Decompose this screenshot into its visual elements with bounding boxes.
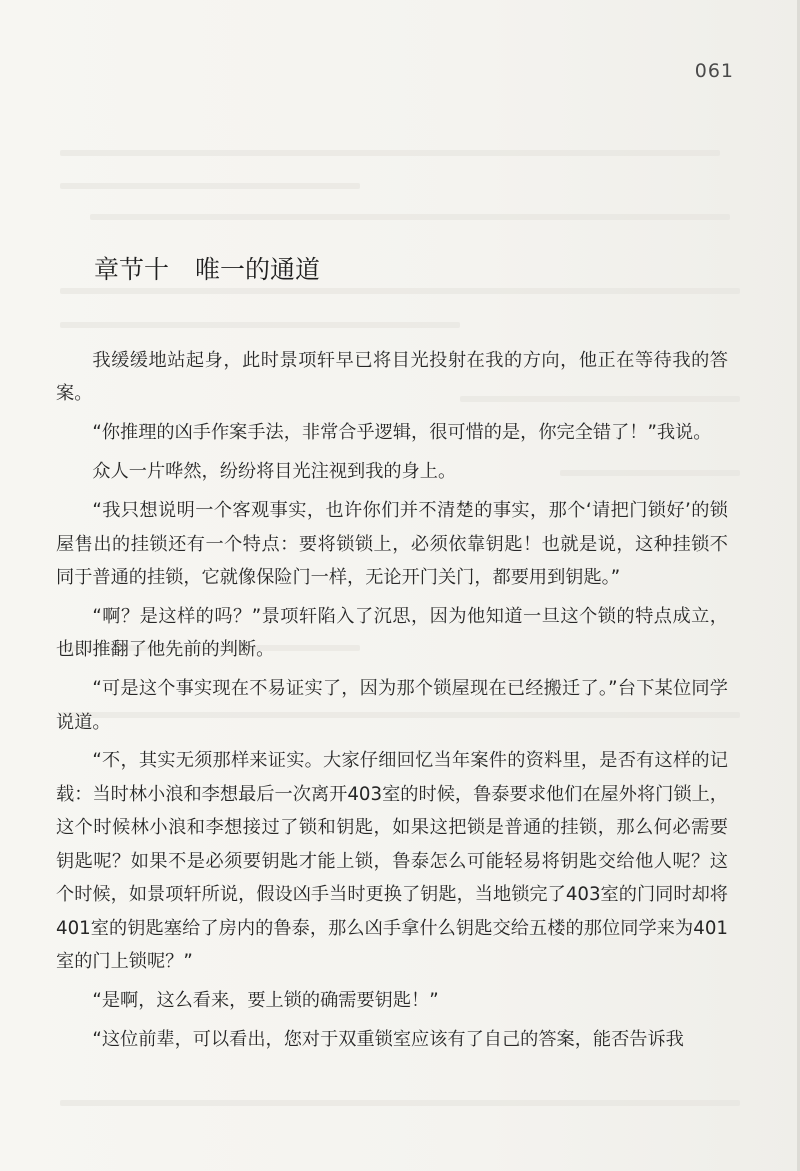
paragraph: “是啊，这么看来，要上锁的确需要钥匙！” [92,989,439,1011]
paragraph: “啊？是这样的吗？”景项轩陷入了沉思，因为他知道一旦这个锁的特点成立，也即推翻了他先前的判断。 [56,605,728,661]
paragraph: “你推理的凶手作案手法，非常合乎逻辑，很可惜的是，你完全错了！”我说。 [92,422,712,444]
paragraph: “不，其实无须那样来证实。大家仔细回忆当年案件的资料里，是否有这样的记载：当时林小浪和李想最后一次离开403室的时候，鲁泰要求他们在屋外将门锁上，这个时候林小浪和李想接过了锁和钥匙，如果这把锁是普通的挂锁，那么何必需要钥匙呢？如果不是必须要钥匙才能上锁，鲁泰怎么可能轻易将钥匙交给他人呢？这个时候，如景项轩所说，假设凶手当时更换了钥匙，当地锁完了403室的门同时却将401室的钥匙塞给了房内的鲁泰，那么凶手拿什么钥匙交给五楼的那位同学来为401室的门上锁呢？” [56,750,728,972]
paragraph: 众人一片哗然，纷纷将目光注视到我的身上。 [92,461,457,483]
body-text [56,344,728,1056]
paragraph: “可是这个事实现在不易证实了，因为那个锁屋现在已经搬迁了。”台下某位同学说道。 [56,678,728,733]
show-through-line [60,288,740,294]
chapter-title: 唯一的通道 [195,255,321,284]
show-through-line [60,322,460,328]
show-through-line [60,1100,740,1106]
show-through-line [60,183,360,189]
show-through-line [90,214,730,220]
paragraph: “这位前辈，可以看出，您对于双重锁室应该有了自己的答案，能否告诉我 [92,1028,684,1050]
paragraph: “我只想说明一个客观事实，也许你们并不清楚的事实，那个‘请把门锁好’的锁屋售出的挂锁还有一个特点：要将锁锁上，必须依靠钥匙！也就是说，这种挂锁不同于普通的挂锁，它就像保险门一样，无论开门关门，都要用到钥匙。” [56,500,728,588]
chapter-label: 章节十 [94,255,170,284]
paragraph: 我缓缓地站起身，此时景项轩早已将目光投射在我的方向，他正在等待我的答案。 [56,350,728,405]
show-through-line [60,150,720,156]
chapter-heading [94,250,320,286]
page-number: 061 [694,60,734,82]
